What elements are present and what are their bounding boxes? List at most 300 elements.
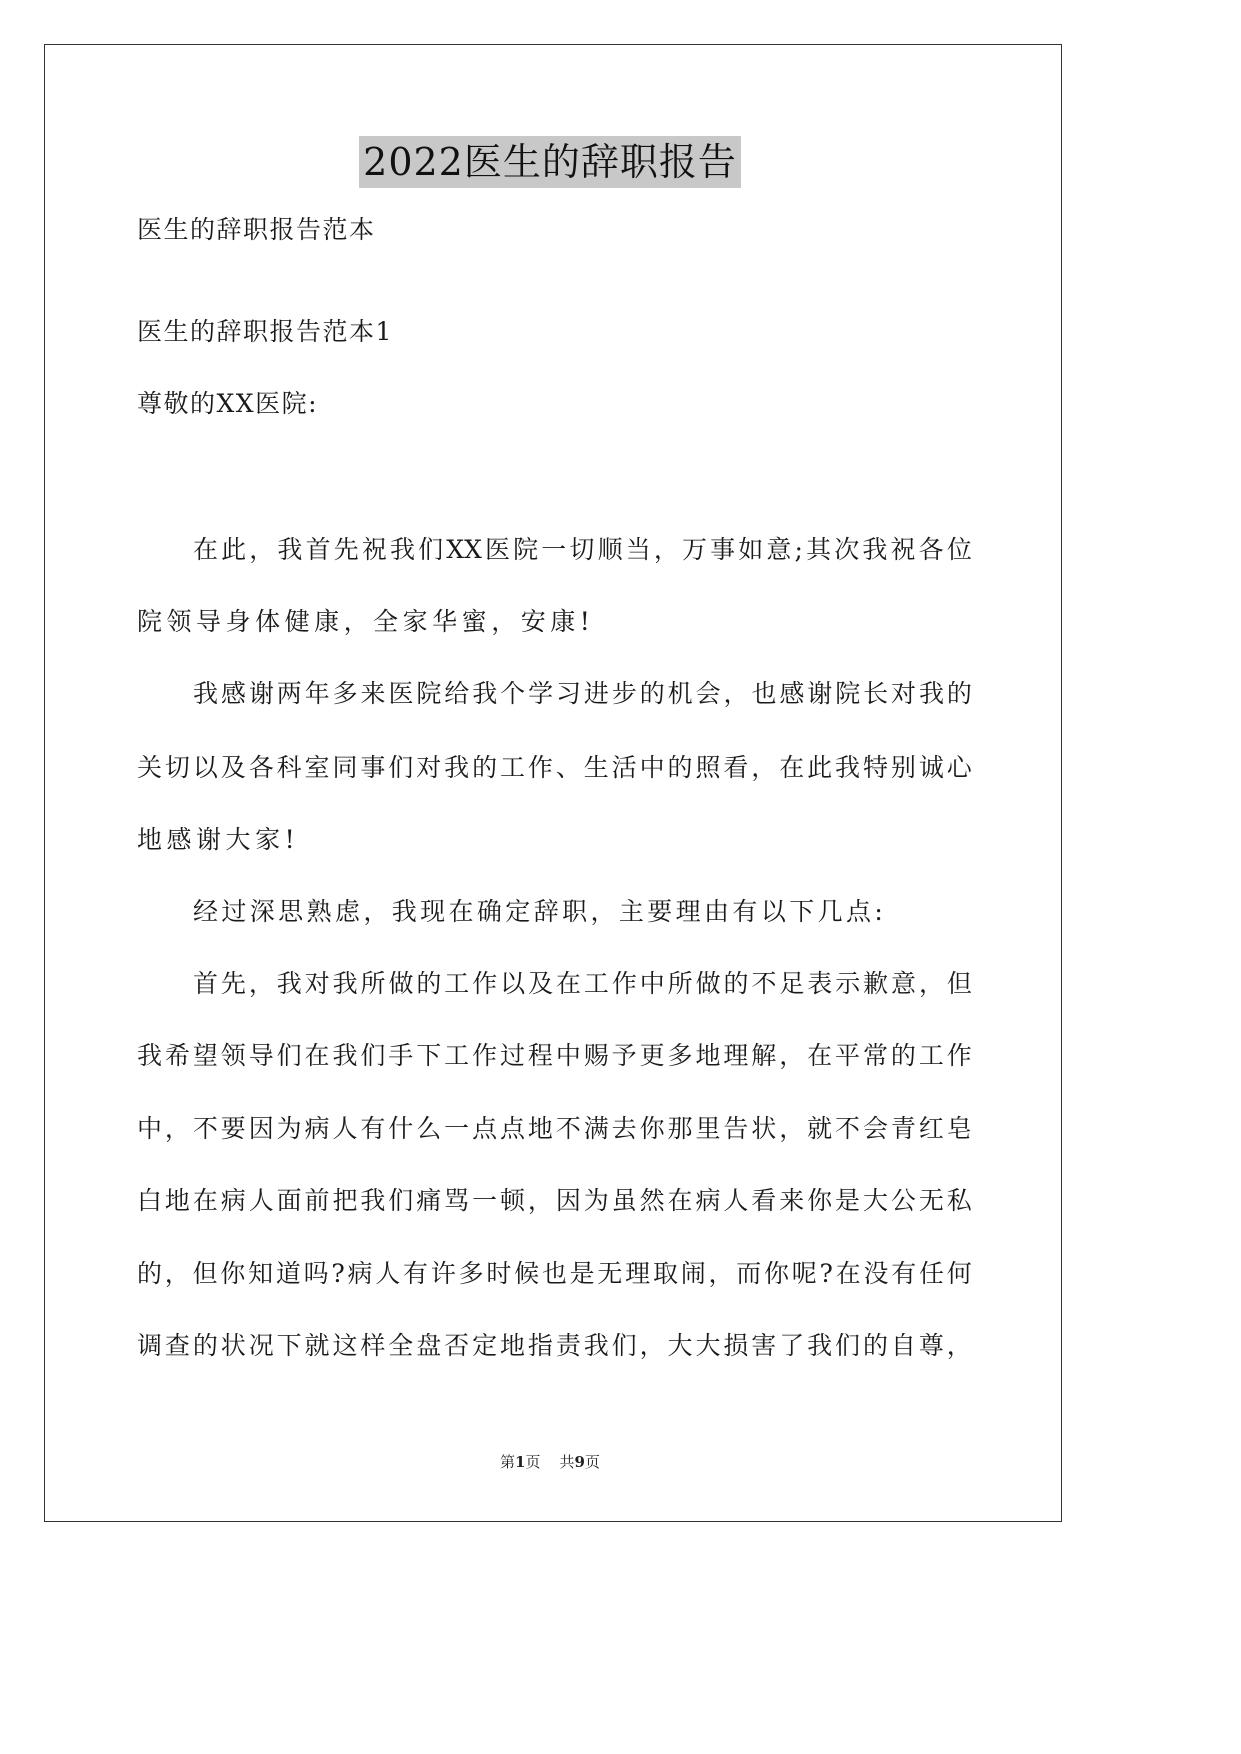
body-char: 华 xyxy=(432,607,458,636)
body-char: 在 xyxy=(448,897,474,926)
body-char: 病 xyxy=(695,1186,721,1215)
body-char: ， xyxy=(249,535,275,564)
body-char: 一 xyxy=(541,535,567,564)
body-char: 中 xyxy=(137,1114,163,1143)
body-char: 个 xyxy=(500,679,526,708)
body-line xyxy=(193,968,972,1000)
body-char: 任 xyxy=(918,1259,944,1288)
body-char: ， xyxy=(779,1041,805,1070)
body-char: 人 xyxy=(332,1114,358,1143)
body-char: 点 xyxy=(472,1114,498,1143)
body-char: 无 xyxy=(918,1186,944,1215)
body-char: 大 xyxy=(862,1186,888,1215)
body-char: 定 xyxy=(472,1331,498,1360)
body-char: 示 xyxy=(835,969,861,998)
body-char: 赐 xyxy=(583,1041,609,1070)
body-char: 几 xyxy=(817,897,843,926)
body-line xyxy=(137,1040,972,1072)
body-char: 点 xyxy=(499,1114,525,1143)
body-char: 但 xyxy=(192,1259,218,1288)
body-char: 来 xyxy=(360,679,386,708)
footer-page-prefix: 第 xyxy=(499,1453,515,1471)
body-char: 我 xyxy=(444,753,470,782)
body-char: 痛 xyxy=(416,1186,442,1215)
footer-total-unit: 页 xyxy=(584,1453,600,1471)
body-char: 盘 xyxy=(416,1331,442,1360)
body-char: 确 xyxy=(476,897,502,926)
body-char: ， xyxy=(491,607,517,636)
body-char: 的 xyxy=(137,1259,163,1288)
body-char: 首 xyxy=(193,969,219,998)
body-char: 我 xyxy=(807,1331,833,1360)
body-char: 康 xyxy=(314,607,340,636)
body-char: 不 xyxy=(192,1114,218,1143)
body-char: 下 xyxy=(276,1331,302,1360)
body-char: 中 xyxy=(639,753,665,782)
body-char: 多 xyxy=(332,679,358,708)
footer-total-pages: 9 xyxy=(574,1453,585,1471)
body-char: 我 xyxy=(835,753,861,782)
body-char: ! xyxy=(579,607,590,636)
body-char: 的 xyxy=(723,969,749,998)
body-char: 平 xyxy=(835,1041,861,1070)
body-char: 然 xyxy=(639,1186,665,1215)
body-char: 导 xyxy=(248,1041,274,1070)
salutation: 尊敬的XX医院: xyxy=(137,389,319,418)
body-char: 状 xyxy=(751,1114,777,1143)
footer-page-unit: 页 xyxy=(525,1453,541,1471)
body-char: 不 xyxy=(555,1114,581,1143)
body-char: 状 xyxy=(220,1331,246,1360)
body-char: 安 xyxy=(520,607,546,636)
page-footer xyxy=(0,1452,1100,1472)
body-char: ， xyxy=(918,969,944,998)
body-char: 长 xyxy=(863,679,889,708)
body-char: 习 xyxy=(555,679,581,708)
footer-total-prefix: 共 xyxy=(559,1453,575,1471)
body-char: 否 xyxy=(444,1331,470,1360)
body-char: 院 xyxy=(137,607,163,636)
body-char: 作 xyxy=(472,969,498,998)
body-char: 现 xyxy=(420,897,446,926)
body-char: 知 xyxy=(248,1259,274,1288)
body-char: 在 xyxy=(555,969,581,998)
body-char: 的 xyxy=(192,1331,218,1360)
body-char: 万 xyxy=(681,535,707,564)
body-char: 的 xyxy=(890,1041,916,1070)
body-char: 你 xyxy=(807,1186,833,1215)
body-char: 病 xyxy=(304,1114,330,1143)
body-char: 是 xyxy=(835,1186,861,1215)
body-char: 、 xyxy=(555,753,581,782)
body-char: 我 xyxy=(332,969,358,998)
body-char: 虑 xyxy=(334,897,360,926)
body-char: 切 xyxy=(569,535,595,564)
body-char: 作 xyxy=(527,753,553,782)
body-char: 尊 xyxy=(918,1331,944,1360)
body-char: 的 xyxy=(639,679,665,708)
body-char: 闹 xyxy=(680,1259,706,1288)
body-char: 过 xyxy=(499,1041,525,1070)
body-char: 室 xyxy=(304,753,330,782)
body-char: 歉 xyxy=(863,969,889,998)
body-char: 以 xyxy=(500,969,526,998)
body-char: 程 xyxy=(527,1041,553,1070)
body-char: 在 xyxy=(835,1259,861,1288)
body-char: 私 xyxy=(946,1186,972,1215)
body-char: 医 xyxy=(388,679,414,708)
body-char: 给 xyxy=(444,679,470,708)
body-char: 把 xyxy=(332,1186,358,1215)
body-char: 害 xyxy=(751,1331,777,1360)
body-char: 及 xyxy=(220,753,246,782)
body-char: 照 xyxy=(695,753,721,782)
body-char: 会 xyxy=(862,1114,888,1143)
body-char: 会 xyxy=(695,679,721,708)
body-char: 也 xyxy=(541,1259,567,1288)
body-char: 因 xyxy=(248,1114,274,1143)
body-char: 而 xyxy=(736,1259,762,1288)
body-char: 们 xyxy=(388,1186,414,1215)
body-char: 我 xyxy=(391,897,417,926)
body-char: 家 xyxy=(402,607,428,636)
body-char: 过 xyxy=(221,897,247,926)
body-char: 希 xyxy=(164,1041,190,1070)
body-char: 就 xyxy=(304,1331,330,1360)
body-char: 在 xyxy=(193,535,219,564)
body-line xyxy=(137,1258,972,1290)
body-char: 此 xyxy=(807,753,833,782)
body-char: 所 xyxy=(360,969,386,998)
body-char: ， xyxy=(708,1259,734,1288)
body-char: ， xyxy=(653,535,679,564)
body-char: 所 xyxy=(667,969,693,998)
body-char: ; xyxy=(794,535,803,564)
body-char: ， xyxy=(946,1331,972,1360)
body-char: 中 xyxy=(555,1041,581,1070)
body-line xyxy=(137,1185,972,1217)
body-char: 感 xyxy=(166,825,192,854)
body-char: 病 xyxy=(220,1186,246,1215)
body-char: 年 xyxy=(304,679,330,708)
body-char: 有 xyxy=(360,1114,386,1143)
body-char: 解 xyxy=(751,1041,777,1070)
body-char: 的 xyxy=(862,1331,888,1360)
body-char: 深 xyxy=(249,897,275,926)
body-char: 呢 xyxy=(791,1259,817,1288)
body-char: 的 xyxy=(416,969,442,998)
body-char: 我 xyxy=(360,1186,386,1215)
body-char: 红 xyxy=(918,1114,944,1143)
body-char: 全 xyxy=(388,1331,414,1360)
body-char: 下 xyxy=(416,1041,442,1070)
body-char: 大 xyxy=(667,1331,693,1360)
body-char: 各 xyxy=(248,753,274,782)
body-char: ， xyxy=(751,753,777,782)
footer-page-number: 1 xyxy=(515,1453,526,1471)
body-line xyxy=(137,606,590,638)
body-char: 多 xyxy=(667,1041,693,1070)
body-char: 人 xyxy=(723,1186,749,1215)
body-char: 以 xyxy=(760,897,786,926)
body-char: 自 xyxy=(890,1331,916,1360)
body-char: 工 xyxy=(583,969,609,998)
body-char: 两 xyxy=(276,679,302,708)
body-char: 的 xyxy=(472,753,498,782)
body-char: 就 xyxy=(807,1114,833,1143)
body-char: 吗 xyxy=(303,1259,329,1288)
body-char: 在 xyxy=(779,753,805,782)
body-char: 顿 xyxy=(499,1186,525,1215)
body-char: 来 xyxy=(779,1186,805,1215)
body-char: 去 xyxy=(611,1114,637,1143)
body-char: 一 xyxy=(472,1186,498,1215)
body-char: 主 xyxy=(618,897,644,926)
body-char: 候 xyxy=(514,1259,540,1288)
body-char: 我 xyxy=(332,1041,358,1070)
body-char: 望 xyxy=(192,1041,218,1070)
body-char: 感 xyxy=(220,679,246,708)
body-char: 机 xyxy=(667,679,693,708)
body-char: 了 xyxy=(779,1331,805,1360)
body-char: 因 xyxy=(555,1186,581,1215)
body-char: 调 xyxy=(137,1331,163,1360)
body-char: ， xyxy=(527,1186,553,1215)
body-char: 定 xyxy=(505,897,531,926)
body-char: 常 xyxy=(862,1041,888,1070)
body-char: 地 xyxy=(527,1114,553,1143)
body-char: 公 xyxy=(890,1186,916,1215)
body-char: 在 xyxy=(667,1186,693,1215)
body-char: 进 xyxy=(583,679,609,708)
body-char: 医 xyxy=(485,535,511,564)
document-title: 2022医生的辞职报告 xyxy=(359,136,741,188)
body-char: 身 xyxy=(225,607,251,636)
body-char: 面 xyxy=(276,1186,302,1215)
body-char: 作 xyxy=(946,1041,972,1070)
body-char: 位 xyxy=(946,535,972,564)
body-char: XX xyxy=(446,535,482,564)
body-char: 工 xyxy=(499,753,525,782)
body-char: 事 xyxy=(360,753,386,782)
body-char: 有 xyxy=(403,1259,429,1288)
body-char: 我 xyxy=(918,679,944,708)
body-char: 康 xyxy=(550,607,576,636)
body-char: 道 xyxy=(275,1259,301,1288)
body-char: 院 xyxy=(416,679,442,708)
body-char: 地 xyxy=(137,825,163,854)
body-char: 予 xyxy=(611,1041,637,1070)
body-char: 你 xyxy=(764,1259,790,1288)
body-char: 活 xyxy=(611,753,637,782)
body-char: 要 xyxy=(647,897,673,926)
body-char: 做 xyxy=(388,969,414,998)
subtitle: 医生的辞职报告范本 xyxy=(137,215,376,244)
body-char: 大 xyxy=(225,825,251,854)
body-char: 损 xyxy=(723,1331,749,1360)
body-char: 足 xyxy=(779,969,805,998)
body-char: 许 xyxy=(430,1259,456,1288)
body-char: ， xyxy=(343,607,369,636)
body-char: 下 xyxy=(789,897,815,926)
body-char: 如 xyxy=(738,535,764,564)
body-char: 做 xyxy=(695,969,721,998)
body-char: 家 xyxy=(255,825,281,854)
body-char: 导 xyxy=(196,607,222,636)
body-char: 在 xyxy=(807,1041,833,1070)
body-char: 次 xyxy=(834,535,860,564)
body-char: 我 xyxy=(277,535,303,564)
body-char: 意 xyxy=(891,969,917,998)
body-char: 谢 xyxy=(248,679,274,708)
body-char: ， xyxy=(248,969,274,998)
body-char: 的 xyxy=(667,753,693,782)
body-char: 感 xyxy=(779,679,805,708)
body-char: 对 xyxy=(304,969,330,998)
body-char: : xyxy=(874,897,883,926)
body-char: 作 xyxy=(611,969,637,998)
body-char: 也 xyxy=(751,679,777,708)
body-char: 况 xyxy=(248,1331,274,1360)
body-char: 关 xyxy=(137,753,163,782)
body-char: 各 xyxy=(918,535,944,564)
body-char: ? xyxy=(819,1259,833,1288)
body-char: 你 xyxy=(639,1114,665,1143)
body-char: 对 xyxy=(416,753,442,782)
body-char: 要 xyxy=(220,1114,246,1143)
body-char: 由 xyxy=(704,897,730,926)
body-char: 诚 xyxy=(918,753,944,782)
body-char: 先 xyxy=(220,969,246,998)
body-char: 不 xyxy=(835,1114,861,1143)
body-char: ， xyxy=(164,1114,190,1143)
body-char: 一 xyxy=(444,1114,470,1143)
body-char: 科 xyxy=(276,753,302,782)
body-char: 何 xyxy=(946,1259,972,1288)
body-char: 对 xyxy=(891,679,917,708)
body-char: 那 xyxy=(667,1114,693,1143)
body-char: 顺 xyxy=(597,535,623,564)
body-char: 工 xyxy=(444,1041,470,1070)
body-char: 有 xyxy=(891,1259,917,1288)
body-char: 首 xyxy=(305,535,331,564)
body-char: 院 xyxy=(835,679,861,708)
body-char: 工 xyxy=(444,969,470,998)
body-char: 青 xyxy=(890,1114,916,1143)
body-char: 我 xyxy=(276,969,302,998)
body-char: 思 xyxy=(278,897,304,926)
body-char: 熟 xyxy=(306,897,332,926)
body-char: 们 xyxy=(835,1331,861,1360)
body-char: 学 xyxy=(528,679,554,708)
body-char: 我 xyxy=(137,1041,163,1070)
body-char: 其 xyxy=(806,535,832,564)
body-char: 样 xyxy=(360,1331,386,1360)
body-char: 先 xyxy=(333,535,359,564)
body-char: 里 xyxy=(695,1114,721,1143)
body-line xyxy=(137,1330,972,1362)
body-char: 为 xyxy=(583,1186,609,1215)
body-char: 理 xyxy=(723,1041,749,1070)
body-char: 我 xyxy=(583,1331,609,1360)
body-char: 地 xyxy=(695,1041,721,1070)
body-char: 们 xyxy=(360,1041,386,1070)
body-char: 但 xyxy=(946,969,972,998)
body-char: 我 xyxy=(193,679,219,708)
body-char: 辞 xyxy=(533,897,559,926)
body-char: 我 xyxy=(472,679,498,708)
body-char: 人 xyxy=(375,1259,401,1288)
body-char: 体 xyxy=(255,607,281,636)
body-char: ， xyxy=(779,1114,805,1143)
body-char: 全 xyxy=(373,607,399,636)
body-char: 事 xyxy=(710,535,736,564)
body-char: 我 xyxy=(389,535,415,564)
body-char: ! xyxy=(284,825,295,854)
body-char: 谢 xyxy=(196,825,222,854)
body-char: 前 xyxy=(304,1186,330,1215)
body-char: ， xyxy=(363,897,389,926)
body-char: 骂 xyxy=(444,1186,470,1215)
body-char: 谢 xyxy=(807,679,833,708)
body-line xyxy=(193,534,972,566)
body-char: 在 xyxy=(192,1186,218,1215)
body-char: 蜜 xyxy=(461,607,487,636)
body-char: 手 xyxy=(388,1041,414,1070)
body-line xyxy=(193,678,972,710)
body-char: 作 xyxy=(472,1041,498,1070)
body-char: 们 xyxy=(388,753,414,782)
body-char: 看 xyxy=(751,1186,777,1215)
body-char: 领 xyxy=(166,607,192,636)
body-char: 以 xyxy=(192,753,218,782)
body-char: 虽 xyxy=(611,1186,637,1215)
body-char: 中 xyxy=(639,969,665,998)
body-char: ， xyxy=(639,1331,665,1360)
body-char: 时 xyxy=(486,1259,512,1288)
body-char: 工 xyxy=(918,1041,944,1070)
body-char: 步 xyxy=(611,679,637,708)
body-char: 切 xyxy=(164,753,190,782)
body-char: 满 xyxy=(583,1114,609,1143)
title-block xyxy=(0,136,1100,188)
body-char: 你 xyxy=(220,1259,246,1288)
body-char: 理 xyxy=(625,1259,651,1288)
body-char: 我 xyxy=(862,535,888,564)
body-char: 无 xyxy=(597,1259,623,1288)
body-char: ， xyxy=(164,1259,190,1288)
body-char: 们 xyxy=(276,1041,302,1070)
body-char: 此 xyxy=(221,535,247,564)
body-char: ， xyxy=(590,897,616,926)
body-char: 及 xyxy=(528,969,554,998)
body-char: 责 xyxy=(555,1331,581,1360)
body-char: 皂 xyxy=(946,1114,972,1143)
body-char: 为 xyxy=(276,1114,302,1143)
body-char: 指 xyxy=(527,1331,553,1360)
body-char: 不 xyxy=(751,969,777,998)
body-char: 大 xyxy=(695,1331,721,1360)
body-char: 健 xyxy=(284,607,310,636)
body-char: 病 xyxy=(347,1259,373,1288)
body-line xyxy=(137,824,295,856)
body-char: 院 xyxy=(513,535,539,564)
body-char: 别 xyxy=(890,753,916,782)
body-char: 多 xyxy=(458,1259,484,1288)
body-char: 有 xyxy=(732,897,758,926)
body-char: 告 xyxy=(723,1114,749,1143)
body-line xyxy=(137,1113,972,1145)
